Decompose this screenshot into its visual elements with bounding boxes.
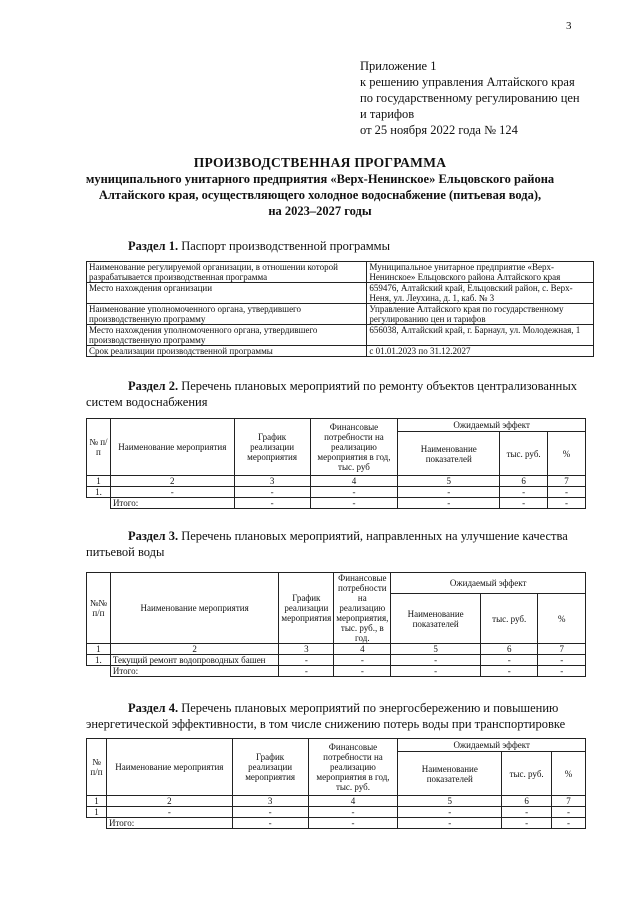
cell: 7 bbox=[552, 796, 586, 807]
section4-label: Раздел 4. bbox=[128, 701, 179, 715]
table-header-row bbox=[87, 739, 586, 752]
cell: - bbox=[548, 487, 586, 498]
title-line: Алтайского края, осуществляющего холодное водоснабжение (питьевая вода), bbox=[98, 188, 542, 202]
section2-title: Перечень плановых мероприятий по ремонту объектов централизованных систем водоснабжения bbox=[86, 379, 577, 409]
cell: 6 bbox=[500, 476, 548, 487]
document-title bbox=[60, 155, 580, 219]
col-schedule-header: График реализации мероприятия bbox=[234, 419, 310, 476]
total-label: Итого: bbox=[110, 498, 234, 509]
section3-title: Перечень плановых мероприятий, направленных на улучшение качества питьевой воды bbox=[86, 529, 568, 559]
table-row bbox=[87, 655, 586, 666]
table-row bbox=[87, 346, 594, 357]
table-header-row bbox=[87, 419, 586, 432]
cell: - bbox=[480, 655, 537, 666]
cell: - bbox=[552, 818, 586, 829]
cell: - bbox=[279, 666, 334, 677]
cell: - bbox=[334, 655, 391, 666]
cell: - bbox=[310, 487, 398, 498]
section1-label: Раздел 1. bbox=[128, 239, 179, 253]
col-effect-header: Ожидаемый эффект bbox=[391, 573, 586, 594]
passport-value: Муниципальное унитарное предприятие «Верх-Ненинское» Ельцовского района Алтайского края bbox=[367, 262, 594, 283]
col-percent-header: % bbox=[552, 752, 586, 796]
cell: - bbox=[334, 666, 391, 677]
cell: - bbox=[308, 818, 398, 829]
cell: 2 bbox=[110, 644, 279, 655]
appendix-block bbox=[360, 58, 630, 138]
cell: - bbox=[110, 487, 234, 498]
total-label: Итого: bbox=[110, 666, 279, 677]
col-schedule-header: График реализации мероприятия bbox=[232, 739, 308, 796]
col-name-header: Наименование мероприятия bbox=[110, 573, 279, 644]
col-percent-header: % bbox=[538, 594, 586, 644]
cell: - bbox=[234, 487, 310, 498]
cell: - bbox=[398, 498, 500, 509]
col-num-header: № п/п bbox=[87, 419, 111, 476]
cell: 5 bbox=[398, 476, 500, 487]
col-num-header: № п/п bbox=[87, 739, 107, 796]
cell: - bbox=[552, 807, 586, 818]
section2-label: Раздел 2. bbox=[128, 379, 179, 393]
cell: 4 bbox=[310, 476, 398, 487]
col-schedule-header: График реализации мероприятия bbox=[279, 573, 334, 644]
appendix-line: от 25 ноября 2022 года № 124 bbox=[360, 123, 518, 137]
cell: - bbox=[548, 498, 586, 509]
table-row bbox=[87, 304, 594, 325]
cell: 4 bbox=[334, 644, 391, 655]
passport-key: Наименование уполномоченного органа, утвердившего производственную программу bbox=[87, 304, 367, 325]
page-number: 3 bbox=[566, 20, 572, 32]
passport-value: 656038, Алтайский край, г. Барнаул, ул. Молодежная, 1 bbox=[367, 325, 594, 346]
col-thousand-header: тыс. руб. bbox=[500, 432, 548, 476]
table-row bbox=[87, 283, 594, 304]
cell: - bbox=[538, 666, 586, 677]
col-indicator-header: Наименование показателей bbox=[398, 432, 500, 476]
col-effect-header: Ожидаемый эффект bbox=[398, 419, 586, 432]
col-thousand-header: тыс. руб. bbox=[502, 752, 552, 796]
cell: - bbox=[500, 487, 548, 498]
section1-heading bbox=[128, 238, 390, 254]
cell: Текущий ремонт водопроводных башен bbox=[110, 655, 279, 666]
cell: - bbox=[398, 807, 502, 818]
cell: 1 bbox=[87, 807, 107, 818]
cell: - bbox=[538, 655, 586, 666]
section2-heading bbox=[86, 378, 596, 410]
col-finance-header: Финансовые потребности на реализацию мероприятия, тыс. руб., в год. bbox=[334, 573, 391, 644]
section3-label: Раздел 3. bbox=[128, 529, 179, 543]
cell: 7 bbox=[548, 476, 586, 487]
cell: 2 bbox=[110, 476, 234, 487]
title-line: муниципального унитарного предприятия «Верх-Ненинское» Ельцовского района bbox=[85, 172, 555, 186]
section1-title: Паспорт производственной программы bbox=[178, 239, 390, 253]
col-indicator-header: Наименование показателей bbox=[391, 594, 481, 644]
col-finance-header: Финансовые потребности на реализацию мероприятия в год, тыс. руб bbox=[310, 419, 398, 476]
appendix-line: и тарифов bbox=[360, 107, 415, 121]
cell: 6 bbox=[502, 796, 552, 807]
cell: - bbox=[308, 807, 398, 818]
passport-key: Срок реализации производственной программы bbox=[87, 346, 367, 357]
col-effect-header: Ожидаемый эффект bbox=[398, 739, 586, 752]
section3-heading bbox=[86, 528, 590, 560]
cell: - bbox=[502, 807, 552, 818]
cell: 1 bbox=[87, 796, 107, 807]
col-finance-header: Финансовые потребности на реализацию мероприятия в год, тыс. руб. bbox=[308, 739, 398, 796]
appendix-line: к решению управления Алтайского края bbox=[360, 75, 575, 89]
cell: - bbox=[106, 807, 232, 818]
col-name-header: Наименование мероприятия bbox=[106, 739, 232, 796]
cell: 6 bbox=[480, 644, 537, 655]
section3-table bbox=[86, 572, 586, 677]
cell: 4 bbox=[308, 796, 398, 807]
cell: 5 bbox=[391, 644, 481, 655]
table-total-row bbox=[87, 498, 586, 509]
cell: 3 bbox=[279, 644, 334, 655]
appendix-line: Приложение 1 bbox=[360, 59, 437, 73]
table-total-row bbox=[87, 666, 586, 677]
cell: 5 bbox=[398, 796, 502, 807]
cell: - bbox=[502, 818, 552, 829]
cell: - bbox=[500, 498, 548, 509]
cell: 1. bbox=[87, 487, 111, 498]
cell: 1 bbox=[87, 476, 111, 487]
cell: - bbox=[310, 498, 398, 509]
passport-key: Место нахождения уполномоченного органа, утвердившего производственную программу bbox=[87, 325, 367, 346]
table-row bbox=[87, 644, 586, 655]
passport-table bbox=[86, 261, 594, 357]
cell: - bbox=[480, 666, 537, 677]
col-thousand-header: тыс. руб. bbox=[480, 594, 537, 644]
cell: - bbox=[391, 666, 481, 677]
cell: 7 bbox=[538, 644, 586, 655]
table-row bbox=[87, 325, 594, 346]
section2-table bbox=[86, 418, 586, 509]
cell: 2 bbox=[106, 796, 232, 807]
title-line: ПРОИЗВОДСТВЕННАЯ ПРОГРАММА bbox=[193, 155, 447, 170]
appendix-line: по государственному регулированию цен bbox=[360, 91, 580, 105]
cell: 1 bbox=[87, 644, 111, 655]
table-row bbox=[87, 796, 586, 807]
table-header-row bbox=[87, 573, 586, 594]
cell: - bbox=[398, 487, 500, 498]
table-total-row bbox=[87, 818, 586, 829]
cell: - bbox=[232, 818, 308, 829]
cell: 3 bbox=[234, 476, 310, 487]
cell: - bbox=[234, 498, 310, 509]
table-row bbox=[87, 476, 586, 487]
title-line: на 2023–2027 годы bbox=[268, 204, 372, 218]
col-name-header: Наименование мероприятия bbox=[110, 419, 234, 476]
cell: - bbox=[279, 655, 334, 666]
cell: 1. bbox=[87, 655, 111, 666]
col-indicator-header: Наименование показателей bbox=[398, 752, 502, 796]
col-num-header: №№ п/п bbox=[87, 573, 111, 644]
passport-key: Наименование регулируемой организации, в отношении которой разрабатывается производственная программа bbox=[87, 262, 367, 283]
cell: - bbox=[398, 818, 502, 829]
passport-key: Место нахождения организации bbox=[87, 283, 367, 304]
passport-value: 659476, Алтайский край, Ельцовский район, с. Верх-Неня, ул. Леухина, д. 1, каб. № 3 bbox=[367, 283, 594, 304]
table-row bbox=[87, 487, 586, 498]
cell: 3 bbox=[232, 796, 308, 807]
section4-title: Перечень плановых мероприятий по энергосбережению и повышению энергетической эффективности, в том числе снижению потерь воды при транспортировке bbox=[86, 701, 566, 731]
passport-value: Управление Алтайского края по государственному регулированию цен и тарифов bbox=[367, 304, 594, 325]
table-row bbox=[87, 262, 594, 283]
cell: - bbox=[232, 807, 308, 818]
section4-table bbox=[86, 738, 586, 829]
table-row bbox=[87, 807, 586, 818]
section4-heading bbox=[86, 700, 590, 732]
passport-value: с 01.01.2023 по 31.12.2027 bbox=[367, 346, 594, 357]
cell: - bbox=[391, 655, 481, 666]
col-percent-header: % bbox=[548, 432, 586, 476]
total-label: Итого: bbox=[106, 818, 232, 829]
